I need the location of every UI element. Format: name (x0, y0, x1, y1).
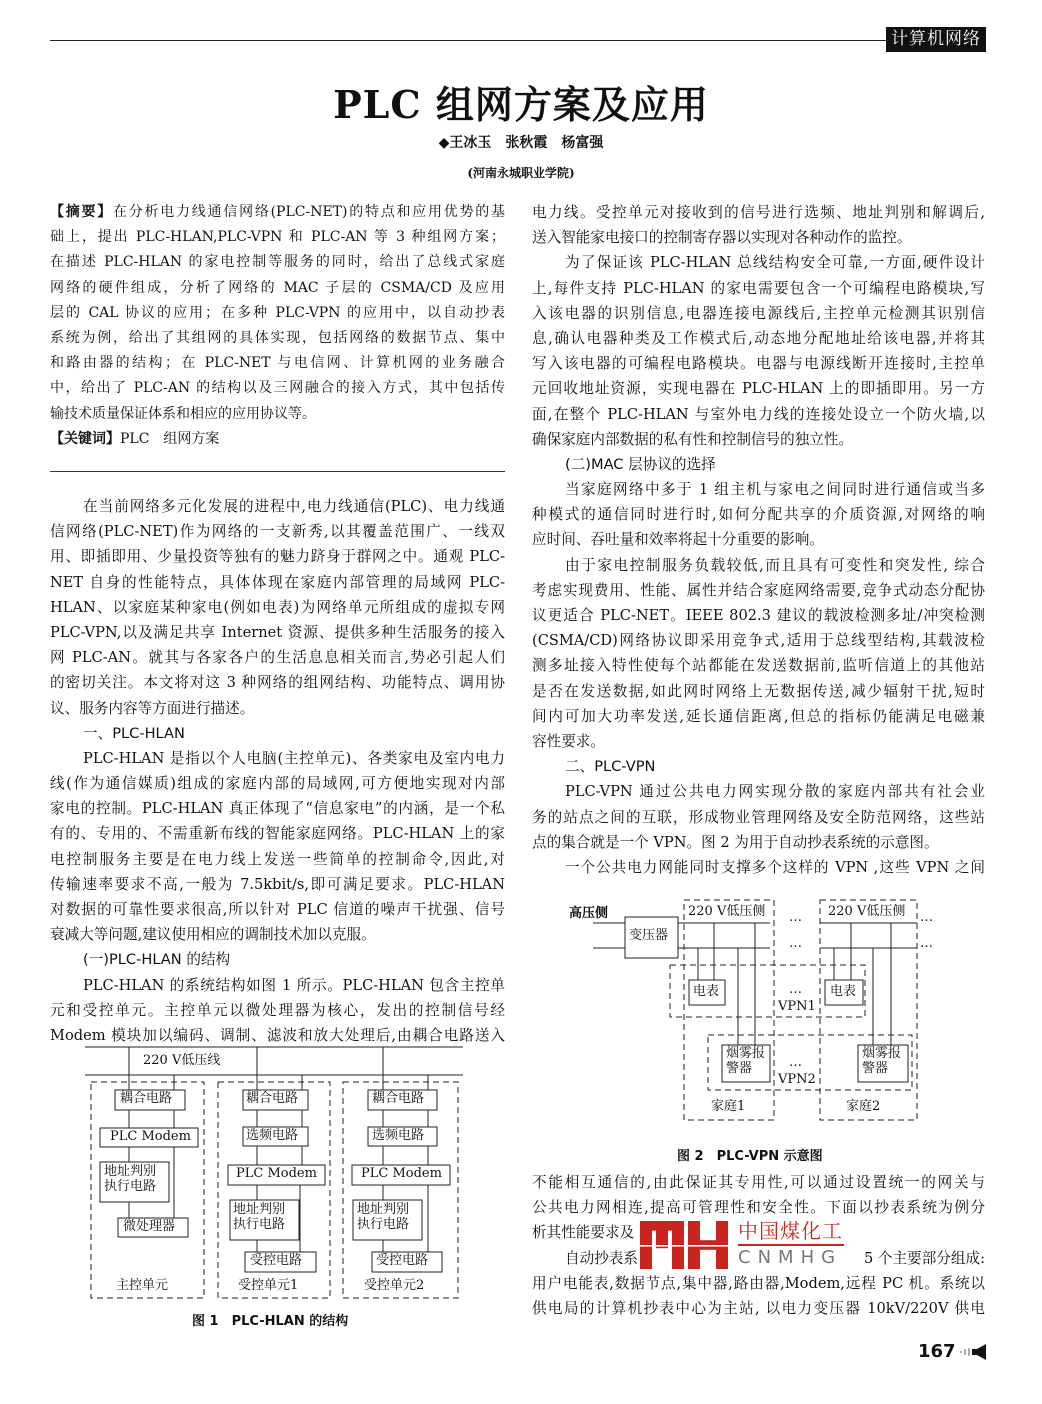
ellipsis: … (789, 1055, 802, 1070)
transformer-label: 变压器 (629, 928, 669, 943)
slave1-label: 受控单元1 (238, 1278, 299, 1293)
paragraph-line: HLAN、以家庭某种家电(例如电表)为网络单元所组成的虚拟专网 (50, 598, 505, 616)
master-addr: 地址判别 执行电路 (104, 1164, 157, 1194)
slave1-modem: PLC Modem (236, 1166, 317, 1181)
master-modem: PLC Modem (110, 1129, 191, 1144)
paragraph-line: 容性要求。 (532, 732, 605, 750)
slave2-label: 受控单元2 (364, 1278, 425, 1293)
master-label: 主控单元 (116, 1278, 169, 1293)
slave2-filter: 选频电路 (372, 1128, 425, 1143)
paragraph-line: PLC-VPN 通过公共电力网实现分散的家庭内部共有社会业 (565, 783, 985, 801)
paragraph-line: 信网络(PLC-NET)作为网络的一支新秀,以其覆盖范围广、一线双 (50, 523, 505, 541)
affiliation: (河南永城职业学院) (467, 166, 575, 180)
abstract-text: 和路由器的结构；在 PLC-NET 与电信网、计算机网的业务融合 (50, 355, 505, 372)
paragraph-line: 写入该电器的可编程电路模块。电器与电源线断开连接时,主控单 (532, 355, 985, 373)
abstract-text: 层的 CAL 协议的应用；在多种 PLC-VPN 的应用中，以自动抄表 (50, 304, 505, 321)
paragraph-line: 元回收地址资源，实现电器在 PLC-HLAN 上的即插即用。另一方 (532, 380, 985, 398)
paragraph-line: 对数据的可靠性要求很高,所以针对 PLC 信道的噪声干扰强、信号 (50, 901, 505, 918)
vpn1-label: VPN1 (778, 999, 816, 1014)
paragraph-line: 间内可加大功率发送,延长通信距离,但总的指标仍能满足电磁兼 (532, 707, 985, 725)
paragraph-line: 当家庭网络中多于 1 组主机与家电之间同时进行通信或当多 (565, 481, 985, 499)
paragraph-line: 电力线。受控单元对接收到的信号进行选频、地址判别和解调后, (532, 204, 985, 221)
paragraph-line: 测多址接入特性使每个站都能在发送数据前,监听信道上的其他站 (532, 657, 985, 675)
section-heading: 一、PLC-HLAN (83, 724, 185, 742)
abstract-text: 输技术质量保证体系和相应的应用协议等。 (50, 405, 316, 422)
paragraph-line: 上,每件支持 PLC-HLAN 的家电需要包含一个可编程电路模块,写 (532, 279, 985, 297)
paragraph-line: 供电局的计算机抄表中心为主站, 以电力变压器 10kV/220V 供电 (532, 1299, 985, 1317)
paragraph-line: 用、即插即用、少量投资等独有的魅力跻身于群网之中。通观 PLC- (50, 548, 505, 566)
slave2-coupler: 耦合电路 (372, 1091, 425, 1106)
watermark-logo-icon (640, 1221, 728, 1269)
paragraph-line: 入该电器的识别信息,电器连接电源线后,主控单元检测其识别信 (532, 304, 985, 322)
keywords: PLC 组网方案 (120, 430, 220, 447)
slave2-ctrl: 受控电路 (376, 1253, 429, 1268)
paragraph-line: (CSMA/CD)网络协议即采用竞争式,适用于总线型结构,其载波检 (532, 632, 985, 650)
bus-label: 220 V低压线 (143, 1053, 221, 1068)
watermark-text-cn: 中国煤化工 (738, 1219, 843, 1243)
paragraph-line: 种模式的通信同时进行时,如何分配共享的介质资源,对网络的响 (532, 506, 985, 524)
master-cpu: 微处理器 (123, 1219, 176, 1234)
paragraph-line: 家电的控制。PLC-HLAN 真正体现了“信息家电”的内涵，是一个私 (50, 800, 505, 818)
watermark-text-en: CNMHG (738, 1247, 843, 1268)
paragraph-line: 确保家庭内部数据的私有性和控制信号的独立性。 (532, 430, 854, 448)
alarm-1: 烟雾报 警器 (726, 1046, 766, 1076)
abstract-text: 系统为例，给出了其组网的具体实现，包括网络的数据节点、集中 (50, 329, 505, 346)
ellipsis: … (789, 936, 802, 951)
paragraph-line: 应时间、吞吐量和效率将起十分重要的影响。 (532, 531, 824, 549)
paragraph-line: 由于家电控制服务负载较低,而且具有可变性和突发性, 综合 (565, 556, 985, 574)
paragraph-line: 在当前网络多元化发展的进程中,电力线通信(PLC)、电力线通 (83, 498, 505, 515)
meter-1: 电表 (693, 984, 720, 999)
section-tag: 计算机网络 (886, 27, 986, 52)
paragraph-line-head: 自动抄表系 (565, 1249, 638, 1267)
ellipsis: … (789, 982, 802, 997)
paragraph-line: 线(作为通信媒质)组成的家庭内部的局域网,可方便地实现对内部 (50, 775, 505, 793)
paragraph-line: 不能相互通信的,由此保证其专用性,可以通过设置统一的网关与 (532, 1174, 985, 1191)
paragraph-line: PLC-HLAN 的系统结构如图 1 所示。PLC-HLAN 包含主控单 (83, 976, 505, 994)
slave2-modem: PLC Modem (361, 1166, 442, 1181)
paragraph-line: 衰减大等问题,建议使用相应的调制技术加以克服。 (50, 926, 376, 944)
paragraph-line: 的密切关注。本文将对这 3 种网络的组网结构、功能特点、调用协 (50, 674, 505, 692)
page-marker-icon (960, 1344, 988, 1360)
section-heading: 二、PLC-VPN (565, 758, 656, 776)
paragraph-line: PLC-VPN,以及满足共享 Internet 资源、提供多种生活服务的接入 (50, 623, 505, 641)
paragraph-line: NET 自身的性能特点，具体体现在家庭内部管理的局域网 PLC- (50, 573, 505, 591)
abstract-label: 【摘要】 (50, 204, 114, 220)
ellipsis: … (920, 910, 933, 925)
hv-label: 高压侧 (569, 906, 609, 921)
paragraph-line: 点的集合就是一个 VPN。图 2 为用于自动抄表系统的示意图。 (532, 833, 939, 851)
paragraph-line: 议、服务内容等方面进行描述。 (50, 699, 255, 717)
section-heading: (二)MAC 层协议的选择 (565, 455, 716, 473)
home-1-label: 家庭1 (711, 1099, 746, 1114)
authors: ◆王冰玉 张秋霞 杨富强 (438, 135, 604, 151)
paragraph-line: 送入智能家电接口的控制寄存器以实现对各种动作的监控。 (532, 229, 912, 247)
paragraph-line: PLC-HLAN 是指以个人电脑(主控单元)、各类家电及室内电力 (83, 749, 505, 767)
paragraph-line: 为了保证该 PLC-HLAN 总线结构安全可靠,一方面,硬件设计 (565, 254, 985, 272)
home-2-label: 家庭2 (846, 1099, 881, 1114)
slave1-coupler: 耦合电路 (246, 1091, 299, 1106)
figure-1-caption: 图 1 PLC-HLAN 的结构 (192, 1314, 349, 1329)
paragraph-line: 公共电力网相连,提高可管理性和安全性。下面以抄表系统为例分 (532, 1199, 985, 1217)
paragraph-line: 用户电能表,数据节点,集中器,路由器,Modem,远程 PC 机。系统以 (532, 1274, 985, 1292)
paragraph-line: 电控制服务主要是在电力线上发送一些简单的控制命令,因此,对 (50, 850, 505, 868)
keywords-label: 【关键词】 (50, 430, 120, 447)
abstract-text: 网络的硬件组成，分析了网络的 MAC 子层的 CSMA/CD 及应用 (50, 279, 505, 296)
paragraph-line: 有的、专用的、不需重新布线的智能家庭网络。PLC-HLAN 上的家 (50, 825, 505, 843)
slave1-ctrl: 受控电路 (250, 1253, 303, 1268)
abstract-text: 在分析电力线通信网络(PLC-NET)的特点和应用优势的基 (113, 204, 506, 220)
slave1-addr: 地址判别 执行电路 (233, 1202, 286, 1232)
paragraph-line: 网 PLC-AN。就其与各家各户的生活息息相关而言,势必引起人们 (50, 649, 505, 667)
paragraph-line: 传输速率要求不高,一般为 7.5kbit/s,即可满足要求。PLC-HLAN (50, 875, 505, 893)
ellipsis: … (920, 936, 933, 951)
paragraph-line: 析其性能要求及 (532, 1224, 635, 1242)
figure-2-caption: 图 2 PLC-VPN 示意图 (677, 1149, 823, 1164)
article-title: PLC 组网方案及应用 (333, 82, 709, 127)
alarm-2: 烟雾报 警器 (862, 1046, 902, 1076)
paragraph-line: Modem 模块加以编码、调制、滤波和放大处理后,由耦合电路送入 (50, 1026, 505, 1044)
slave1-filter: 选频电路 (246, 1128, 299, 1143)
lv-label-1: 220 V低压侧 (688, 904, 766, 919)
abstract-text: 中，给出了 PLC-AN 的结构以及三网融合的接入方式，其中包括传 (50, 380, 505, 397)
ellipsis: … (789, 910, 802, 925)
slave2-addr: 地址判别 执行电路 (357, 1202, 410, 1232)
paragraph-line: 息,确认电器种类及工作模式后,动态地分配地址给该电器,并将其 (532, 329, 985, 347)
paragraph-line: 是否在发送数据,如此网时网络上无数据传送,减少辐射干扰,短时 (532, 682, 985, 700)
section-heading: (一)PLC-HLAN 的结构 (83, 951, 231, 969)
paragraph-line: 议更适合 PLC-NET。IEEE 802.3 建议的载波检测多址/冲突检测 (532, 607, 985, 624)
paragraph-line: 务的站点之间的互联，形成物业管理网络及安全防范网络，这些站 (532, 808, 985, 826)
abstract-text: 础上，提出 PLC-HLAN,PLC-VPN 和 PLC-AN 等 3 种组网方案； (50, 229, 505, 246)
watermark-rule (738, 1244, 844, 1246)
lv-label-2: 220 V低压侧 (828, 904, 906, 919)
paragraph-line: 元和受控单元。主控单元以微处理器为核心，发出的控制信号经 (50, 1001, 505, 1019)
paragraph-line: 面,在整个 PLC-HLAN 与室外电力线的连接处设立一个防火墙,以 (532, 405, 985, 423)
abstract-text: 在描述 PLC-HLAN 的家电控制等服务的同时，给出了总线式家庭 (50, 254, 505, 271)
master-coupler: 耦合电路 (120, 1091, 173, 1106)
paragraph-line: 考虑实现费用、性能、属性并结合家庭网络需要,竞争式动态分配协 (532, 581, 985, 599)
paragraph-line: 一个公共电力网能同时支撑多个这样的 VPN ,这些 VPN 之间 (565, 858, 985, 876)
vpn2-label: VPN2 (778, 1072, 816, 1087)
meter-2: 电表 (830, 984, 857, 999)
page-number: 167 (918, 1341, 956, 1362)
paragraph-line-tail: 5 个主要部分组成: (864, 1249, 985, 1267)
